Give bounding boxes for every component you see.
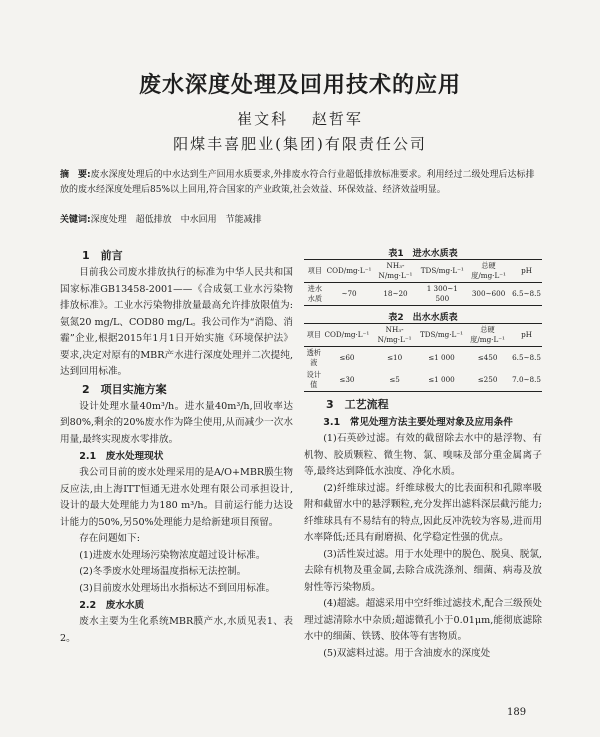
table-cell: ~70: [341, 289, 357, 298]
table-cell: 18~20: [383, 289, 408, 298]
table-cell: ≤30: [339, 375, 355, 384]
section-3-1-heading: 3.1 常见处理方法主要处理对象及应用条件: [323, 417, 513, 428]
table-cell: 6.5~8.5: [512, 353, 541, 362]
section-2-heading: 2 项目实施方案: [82, 382, 167, 396]
table-cell: 进水水质: [307, 284, 323, 303]
table-cell: 设计值: [306, 370, 321, 389]
table-cell: 300~600: [471, 289, 506, 298]
table-1-header: NH₃-N/mg·L⁻¹: [378, 261, 413, 280]
table-cell: 7.0~8.5: [512, 375, 541, 384]
method-paragraph-1: (1)石英砂过滤。有效的截留除去水中的悬浮物、有机物、胶质颗粒、微生物、氯、嗅味及部分重金属离子等,最终达到降低水浊度、净化水质。: [304, 433, 542, 477]
table-2-header: COD/mg·L⁻¹: [324, 330, 370, 339]
table-cell: 6.5~8.5: [512, 289, 541, 298]
table-cell: ≤1 000: [428, 375, 455, 384]
affiliation: 阳煤丰喜肥业(集团)有限责任公司: [173, 135, 427, 153]
section-2-1-paragraph: 我公司目前的废水处理采用的是A/O+MBR膜生物反应法,由上海ITT恒通无进水处理有限公司承担设计,设计的最大处理能力为180 m³/h。目前运行能力达设计能力的50%,另50%处理能力是给新建项目预留。: [60, 467, 293, 528]
table-2-caption: 表2 出水水质表: [388, 313, 458, 323]
right-column: [304, 396, 542, 662]
table-row: [304, 369, 542, 392]
table-1-header: 总硬度/mg·L⁻¹: [471, 261, 506, 280]
section-2-2-paragraph: 废水主要为生化系统MBR膜产水,水质见表1、表2。: [60, 616, 293, 644]
table-cell: ≤5: [389, 375, 400, 384]
table-1-header: 项目: [307, 266, 323, 275]
table-2-header: 项目: [306, 330, 321, 339]
problem-item-3: (3)目前废水处理场出水指标达不到回用标准。: [79, 582, 276, 594]
section-2-paragraph: 设计处理水量40m³/h。进水量40m³/h,回收率达到80%,剩余的20%废水作为降尘使用,从而减少一次水用量,最终实现废水零排放。: [60, 400, 293, 445]
left-column: [60, 247, 293, 647]
section-3-heading: 3 工艺流程: [326, 398, 389, 411]
method-paragraph-2: (2)纤维球过滤。纤维球极大的比表面积和孔隙率吸附和截留水中的悬浮颗粒,充分发挥出滤料深层截污能力;纤维球具有不易结有的特点,因此反冲洗较为容易,进而用水率降低;还具有耐磨损、化学稳定性强的优点。: [304, 482, 542, 543]
section-1-paragraph: 目前我公司废水排放执行的标准为中华人民共和国国家标准GB13458-2001——《合成氨工业水污染物排放标准》。工业水污染物排放量最高允许排放限值为:氨氮20 mg/L、COD80 mg/L。我公司作为“消隐、消霾”企业,根据2015年1月1日开始实施《环境保护法》要求,决定对原有的MBR产水进行深度处理并二次提纯,达到回用标准。: [60, 267, 293, 377]
table-2: [304, 323, 542, 392]
table-cell: 1 300~1 500: [426, 284, 458, 303]
table-1: [304, 259, 542, 306]
table-2-header: pH: [521, 330, 532, 339]
tables-block: [304, 246, 542, 392]
table-row: [304, 347, 542, 370]
table-2-header: TDS/mg·L⁻¹: [419, 330, 463, 339]
section-2-1-heading: 2.1 废水处理现状: [79, 451, 164, 462]
method-paragraph-5: (5)双滤料过滤。用于含油废水的深度处: [323, 647, 491, 659]
method-paragraph-3: (3)活性炭过滤。用于水处理中的脱色、脱臭、脱氯,去除有机物及重金属,去除合成洗涤剂、细菌、病毒及放射性等污染物质。: [304, 548, 542, 593]
table-row: [304, 283, 542, 306]
abstract-text: 废水深度处理后的中水达到生产回用水质要求,外排废水符合行业超低排放标准要求。利用经过二级处理后达标排放的废水经深度处理后85%以上回用,符合国家的产业政策,社会效益、环保效益、经济效益明显。: [60, 170, 535, 195]
keywords-label: 关键词:: [60, 215, 91, 225]
table-cell: ≤10: [387, 353, 403, 362]
problem-item-2: (2)冬季废水处理场温度指标无法控制。: [79, 566, 247, 577]
table-2-header: NH₃-N/mg·L⁻¹: [377, 325, 412, 344]
page-number: 189: [507, 707, 527, 718]
paper-title: 废水深度处理及回用技术的应用: [138, 73, 461, 98]
table-cell: ≤250: [477, 375, 498, 384]
abstract-label: 摘 要:: [60, 170, 91, 180]
table-cell: ≤60: [339, 353, 355, 362]
section-2-1-problems-intro: 存在问题如下:: [79, 533, 140, 544]
keywords-text: 深度处理 超低排放 中水回用 节能减排: [90, 215, 262, 225]
table-1-header: COD/mg·L⁻¹: [326, 266, 372, 275]
table-1-header: pH: [521, 266, 532, 275]
section-2-2-heading: 2.2 废水水质: [79, 600, 145, 611]
table-2-header: 总硬度/mg·L⁻¹: [470, 325, 505, 344]
table-cell: 透析液: [306, 348, 321, 367]
table-cell: ≤450: [477, 353, 498, 362]
section-1-heading: 1 前言: [82, 249, 123, 262]
abstract: [60, 168, 542, 198]
problem-item-1: (1)进废水处理场污染物浓度超过设计标准。: [79, 549, 266, 561]
table-1-header: TDS/mg·L⁻¹: [420, 266, 464, 275]
keywords: [60, 212, 542, 225]
authors: 崔文科 赵哲军: [237, 110, 363, 128]
table-cell: ≤1 000: [428, 353, 455, 362]
table-1-caption: 表1 进水水质表: [388, 249, 458, 259]
method-paragraph-4: (4)超滤。超滤采用中空纤维过滤技术,配合三级预处理过滤清除水中杂质;超滤微孔小于0.01μm,能彻底滤除水中的细菌、铁锈、胶体等有害物质。: [304, 598, 542, 642]
